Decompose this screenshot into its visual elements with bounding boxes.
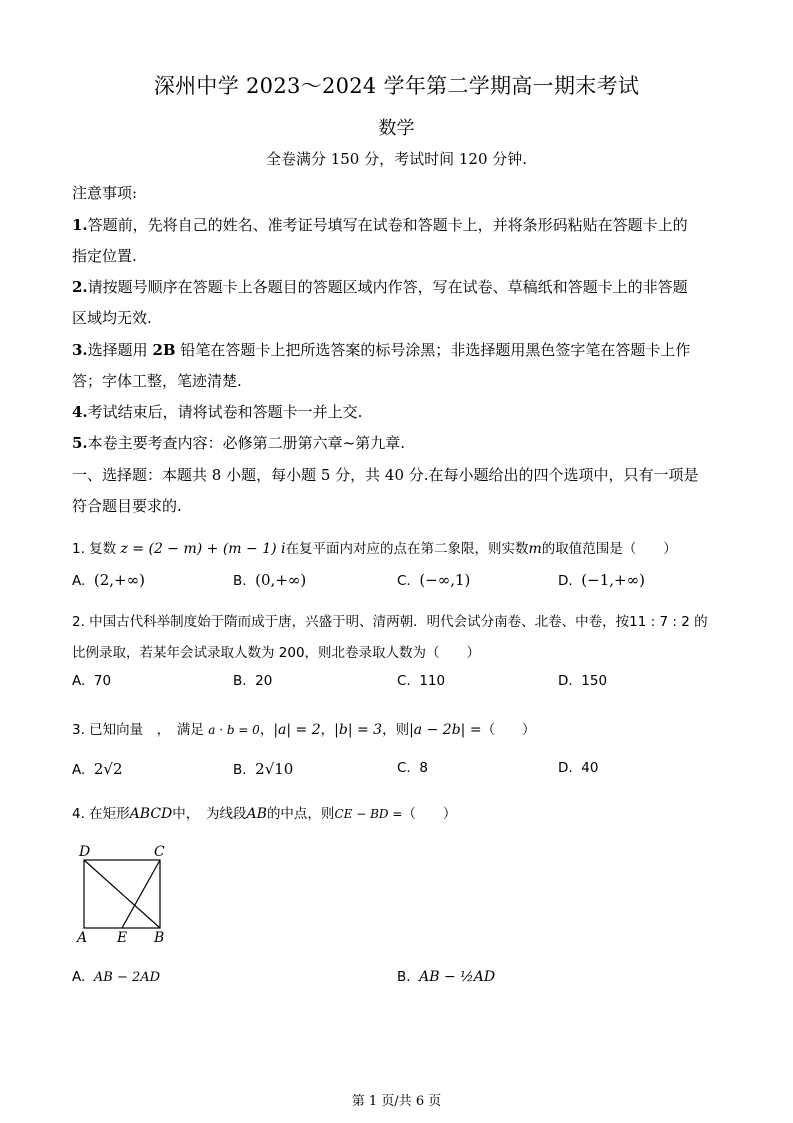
- option-value: (0,+∞): [255, 571, 307, 589]
- question-2-stem-cont: 比例录取，若某年会试录取人数为 200，则北卷录取人数为（ ）: [72, 645, 481, 661]
- q2-option-c[interactable]: [397, 673, 445, 689]
- option-value: 2√2: [93, 760, 123, 778]
- notice-heading: 注意事项:: [72, 184, 138, 202]
- notice-item-text: 考试结束后，请将试卷和答题卡一并上交.: [87, 403, 363, 421]
- option-label: D.: [558, 673, 573, 689]
- option-label: C.: [397, 573, 411, 589]
- q2-option-d[interactable]: [558, 673, 607, 689]
- q3-option-b[interactable]: [233, 760, 293, 778]
- notice-item-3-cont: 答；字体工整，笔迹清楚.: [72, 372, 242, 390]
- diagonal-bd: [84, 860, 160, 928]
- question-text: 的取值范围是（ ）: [541, 541, 677, 557]
- notice-item-bold: 2B: [152, 341, 176, 359]
- label-d: D: [79, 844, 91, 860]
- question-condition: |b| = 3: [334, 722, 383, 738]
- option-value: 20: [255, 673, 273, 689]
- label-c: C: [154, 844, 165, 860]
- notice-item-text: 答题前，先将自己的姓名、准考证号填写在试卷和答题卡上，并将条形码粘贴在答题卡上的: [87, 216, 688, 234]
- question-formula: z = (2 − m) + (m − 1) i: [120, 541, 286, 557]
- q4-option-b[interactable]: [397, 969, 495, 985]
- notice-item-text: 铅笔在答题卡上把所选答案的标号涂黑；非选择题用黑色签字笔在答题卡上作: [175, 341, 691, 359]
- option-label: C.: [397, 673, 411, 689]
- option-value: 40: [581, 760, 599, 776]
- q1-option-d[interactable]: [558, 571, 645, 589]
- notice-item-4: [72, 401, 362, 422]
- question-text: 的中点，则: [266, 806, 335, 822]
- exam-subject: 数学: [378, 118, 415, 139]
- q2-option-a[interactable]: [72, 673, 111, 689]
- exam-title: 深州中学 2023～2024 学年第二学期高一期末考试: [153, 74, 640, 98]
- exam-meta: 全卷满分 150 分，考试时间 120 分钟.: [265, 150, 528, 168]
- page-number: 第 1 页/共 6 页: [351, 1094, 442, 1109]
- option-label: B.: [233, 673, 247, 689]
- option-label: A.: [72, 762, 86, 778]
- option-value: (−∞,1): [419, 571, 471, 589]
- question-variable: AB: [246, 806, 267, 822]
- option-label: B.: [397, 969, 411, 985]
- notice-item-text: 本卷主要考查内容：必修第二册第六章~第九章.: [87, 434, 406, 452]
- notice-item-1: [72, 214, 688, 235]
- q2-option-b[interactable]: [233, 673, 272, 689]
- option-value: 70: [93, 673, 112, 689]
- notice-item-number: 1.: [72, 216, 88, 234]
- option-value: 2√10: [255, 760, 294, 778]
- question-variable: ABCD: [129, 806, 173, 822]
- option-value: (−1,+∞): [581, 571, 645, 589]
- q3-option-d[interactable]: [558, 760, 598, 776]
- notice-item-text: 选择题用: [87, 341, 153, 359]
- option-label: D.: [558, 573, 573, 589]
- q3-option-c[interactable]: [397, 760, 428, 776]
- notice-item-5: [72, 432, 405, 453]
- option-value: AB − 2AD: [93, 970, 161, 985]
- question-text: 4. 在矩形: [72, 806, 130, 822]
- option-value: AB − ½AD: [419, 969, 496, 985]
- q4-option-a[interactable]: [72, 969, 160, 985]
- option-label: A.: [72, 969, 86, 985]
- option-label: B.: [233, 762, 247, 778]
- question-formula: |a − 2b| =: [409, 722, 482, 738]
- notice-item-number: 5.: [72, 434, 88, 452]
- question-text: （ ）: [481, 722, 536, 738]
- q1-option-b[interactable]: [233, 571, 306, 589]
- question-text: 3. 已知向量 ， 满足: [72, 722, 204, 738]
- question-2-stem: 2. 中国古代科举制度始于隋而成于唐，兴盛于明、清两朝．明代会试分南卷、北卷、中卷，按11 : 7 : 2 的: [72, 614, 708, 630]
- option-label: A.: [72, 673, 86, 689]
- notice-item-text: 请按题号顺序在答题卡上各题目的答题区域内作答，写在试卷、草稿纸和答题卡上的非答题: [87, 278, 688, 296]
- question-text: ，则: [382, 722, 410, 738]
- notice-item-number: 2.: [72, 278, 88, 296]
- option-label: D.: [558, 760, 573, 776]
- question-text: 1. 复数: [72, 541, 117, 557]
- notice-item-2-cont: 区域均无效.: [72, 309, 152, 327]
- section-heading: 一、选择题：本题共 8 小题，每小题 5 分，共 40 分.在每小题给出的四个选项中，只有一项是: [72, 466, 699, 484]
- question-text: 中， 为线段: [172, 806, 247, 822]
- option-value: (2,+∞): [93, 571, 145, 589]
- option-value: 110: [419, 673, 446, 689]
- q1-option-a[interactable]: [72, 571, 145, 589]
- label-b: B: [154, 930, 165, 946]
- label-a: A: [77, 930, 88, 946]
- notice-item-number: 3.: [72, 341, 88, 359]
- question-condition: a · b = 0: [208, 723, 260, 737]
- rectangle-figure: [72, 842, 182, 946]
- option-label: B.: [233, 573, 247, 589]
- option-value: 150: [581, 673, 608, 689]
- option-label: A.: [72, 573, 86, 589]
- notice-item-1-cont: 指定位置.: [72, 247, 137, 265]
- option-label: C.: [397, 760, 411, 776]
- question-3-stem: 3. 已知向量 ， 满足 a · b = 0，|a| = 2，|b| = 3，则|a − 2b| =（ ）: [72, 722, 536, 738]
- question-1-stem: [72, 537, 677, 557]
- section-heading-cont: 符合题目要求的.: [72, 497, 182, 515]
- notice-item-2: [72, 276, 688, 297]
- notice-item-number: 4.: [72, 403, 88, 421]
- q3-option-a[interactable]: [72, 760, 123, 778]
- question-text: 在复平面内对应的点在第二象限，则实数: [285, 541, 529, 557]
- question-variable: m: [528, 541, 542, 557]
- question-condition: |a| = 2: [273, 722, 321, 738]
- segment-ce: [122, 860, 160, 928]
- notice-item-3: [72, 339, 690, 360]
- question-formula: CE − BD =: [334, 807, 403, 821]
- question-text: （ ）: [402, 806, 457, 822]
- option-value: 8: [419, 760, 428, 776]
- q1-option-c[interactable]: [397, 571, 470, 589]
- question-4-stem: [72, 802, 456, 822]
- label-e: E: [117, 930, 128, 946]
